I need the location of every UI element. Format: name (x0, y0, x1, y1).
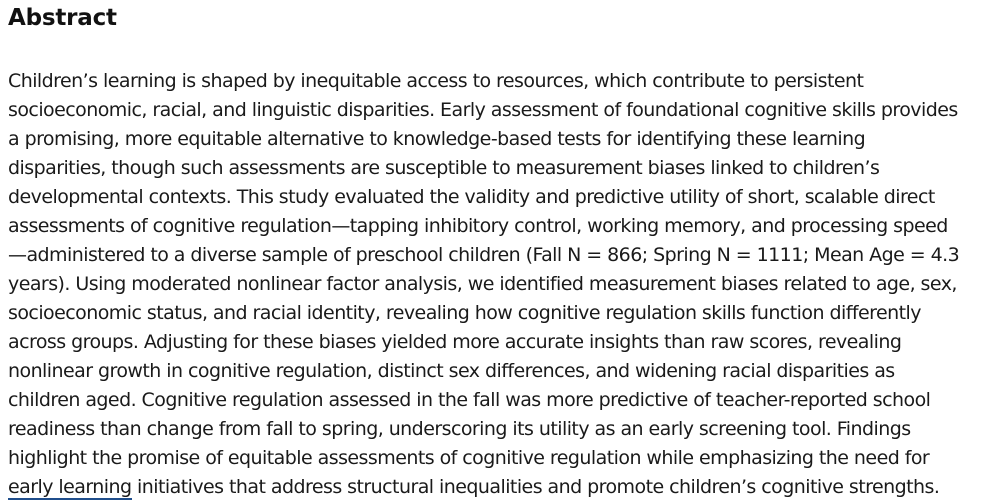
abstract-line-7: —administered to a diverse sample of preschool children (Fall N = 866; Spring N = 1111; Mean Age = 4.3 (8, 244, 960, 266)
abstract-line-11: nonlinear growth in cognitive regulation, distinct sex differences, and widening racial disparities as (8, 360, 895, 382)
abstract-line-8: years). Using moderated nonlinear factor analysis, we identified measurement biases related to age, sex, (8, 273, 957, 295)
abstract-line-15-rest: initiatives that address structural inequalities and promote children’s cognitive strengths. (131, 476, 940, 498)
abstract-line-3: a promising, more equitable alternative to knowledge-based tests for identifying these learning (8, 128, 866, 150)
abstract-line-10: across groups. Adjusting for these biases yielded more accurate insights than raw scores, revealing (8, 331, 902, 353)
abstract-section (8, 0, 998, 502)
abstract-line-1: Children’s learning is shaped by inequitable access to resources, which contribute to persistent (8, 70, 864, 92)
abstract-line-6: assessments of cognitive regulation—tapping inhibitory control, working memory, and processing speed (8, 215, 948, 237)
early-learning-link[interactable]: early learning (8, 476, 132, 498)
abstract-line-15 (8, 473, 998, 502)
abstract-line-4: disparities, though such assessments are susceptible to measurement biases linked to children’s (8, 157, 880, 179)
abstract-line-12: children aged. Cognitive regulation assessed in the fall was more predictive of teacher-reported school (8, 389, 931, 411)
abstract-line-13: readiness than change from fall to spring, underscoring its utility as an early screening tool. Findings (8, 418, 911, 440)
abstract-line-5: developmental contexts. This study evaluated the validity and predictive utility of short, scalable direct (8, 186, 935, 208)
abstract-line-14: highlight the promise of equitable assessments of cognitive regulation while emphasizing the need for (8, 447, 930, 469)
abstract-heading: Abstract (8, 5, 117, 31)
abstract-line-2: socioeconomic, racial, and linguistic disparities. Early assessment of foundational cognitive skills provides (8, 99, 958, 121)
abstract-line-9: socioeconomic status, and racial identity, revealing how cognitive regulation skills function differently (8, 302, 921, 324)
abstract-body (8, 67, 998, 502)
